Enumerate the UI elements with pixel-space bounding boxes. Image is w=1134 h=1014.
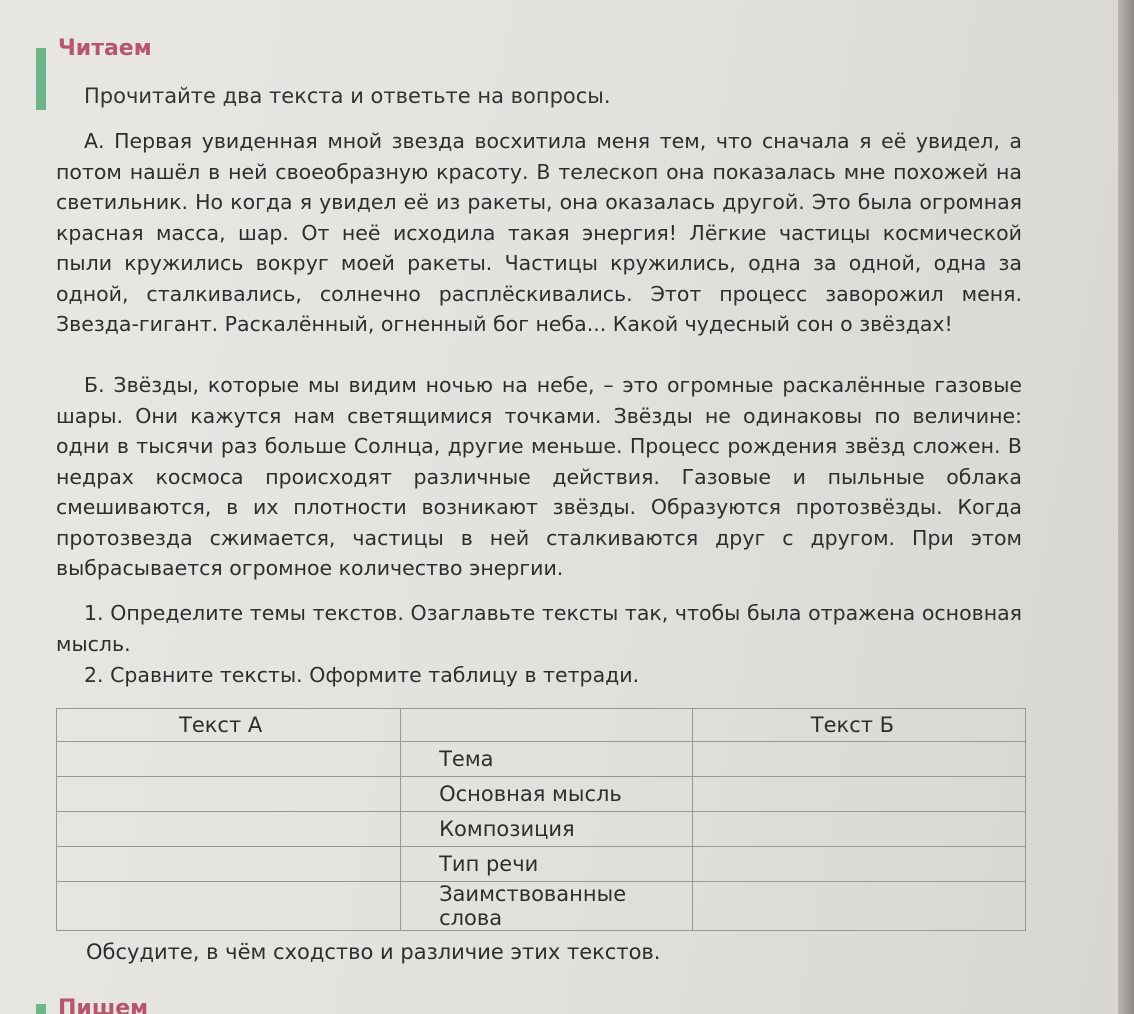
- question-2: 2. Сравните тексты. Оформите таблицу в тетради.: [84, 663, 640, 687]
- criteria-cell: Основная мысль: [401, 777, 693, 812]
- text-a-paragraph: А. Первая увиденная мной звезда восхитила меня тем, что сначала я её увидел, а потом нашёл в ней своеобразную красоту. В телескоп она показалась мне похожей на светильник. Но когда я увидел её из ракеты, она оказалась другой. Это была огромная красная масса, шар. От неё исходила такая энергия! Лёгкие частицы космической пыли кружились вокруг моей ракеты. Частицы кружились, одна за одной, одна за одной, сталкивались, солнечно расплёскивались. Этот процесс заворожил меня. Звезда-гигант. Раскалённый, огненный бог неба... Какой чудесный сон о звёздах!: [56, 129, 1022, 336]
- book-spine-shadow: [1118, 0, 1134, 1014]
- table-row: [57, 882, 1026, 931]
- discussion-prompt: Обсудите, в чём сходство и различие этих текстов.: [86, 940, 661, 964]
- table-row: [57, 742, 1026, 777]
- table-row: [57, 847, 1026, 882]
- table-row: [57, 812, 1026, 847]
- criteria-cell: Тема: [401, 742, 693, 777]
- cell-a: [57, 742, 401, 777]
- section-title: Читаем: [58, 36, 152, 61]
- cell-a: [57, 882, 401, 931]
- section-marker-bar: [36, 48, 46, 110]
- table-row: [57, 777, 1026, 812]
- text-b-paragraph: Б. Звёзды, которые мы видим ночью на небе, – это огромные раскалённые газовые шары. Они кажутся нам светящимися точками. Звёзды не одинаковы по величине: одни в тысячи раз больше Солнца, другие меньше. Процесс рождения звёзд сложен. В недрах космоса происходят различные действия. Газовые и пыльные облака смешиваются, в их плотности возникают звёзды. Образуются протозвёзды. Когда протозвезда сжимается, частицы в ней сталкиваются друг с другом. При этом выбрасывается огромное количество энергии.: [56, 373, 1022, 580]
- cell-b: [692, 847, 1025, 882]
- header-criteria: [401, 709, 693, 742]
- cell-a: [57, 777, 401, 812]
- cell-b: [692, 882, 1025, 931]
- cell-a: [57, 847, 401, 882]
- criteria-cell: Заимствованные слова: [401, 882, 693, 931]
- criteria-cell: Композиция: [401, 812, 693, 847]
- cell-b: [692, 742, 1025, 777]
- table-header-row: [57, 709, 1026, 742]
- next-section-title: Пишем: [58, 998, 149, 1014]
- criteria-cell: Тип речи: [401, 847, 693, 882]
- header-text-b: Текст Б: [692, 709, 1025, 742]
- question-1: 1. Определите темы текстов. Озаглавьте тексты так, чтобы была отражена основная мысль.: [56, 601, 1022, 656]
- cell-a: [57, 812, 401, 847]
- cell-b: [692, 777, 1025, 812]
- header-text-a: Текст А: [57, 709, 401, 742]
- next-section-marker-bar: [36, 1004, 46, 1014]
- comparison-table: [56, 708, 1026, 931]
- instruction-text: Прочитайте два текста и ответьте на вопросы.: [84, 84, 611, 108]
- cell-b: [692, 812, 1025, 847]
